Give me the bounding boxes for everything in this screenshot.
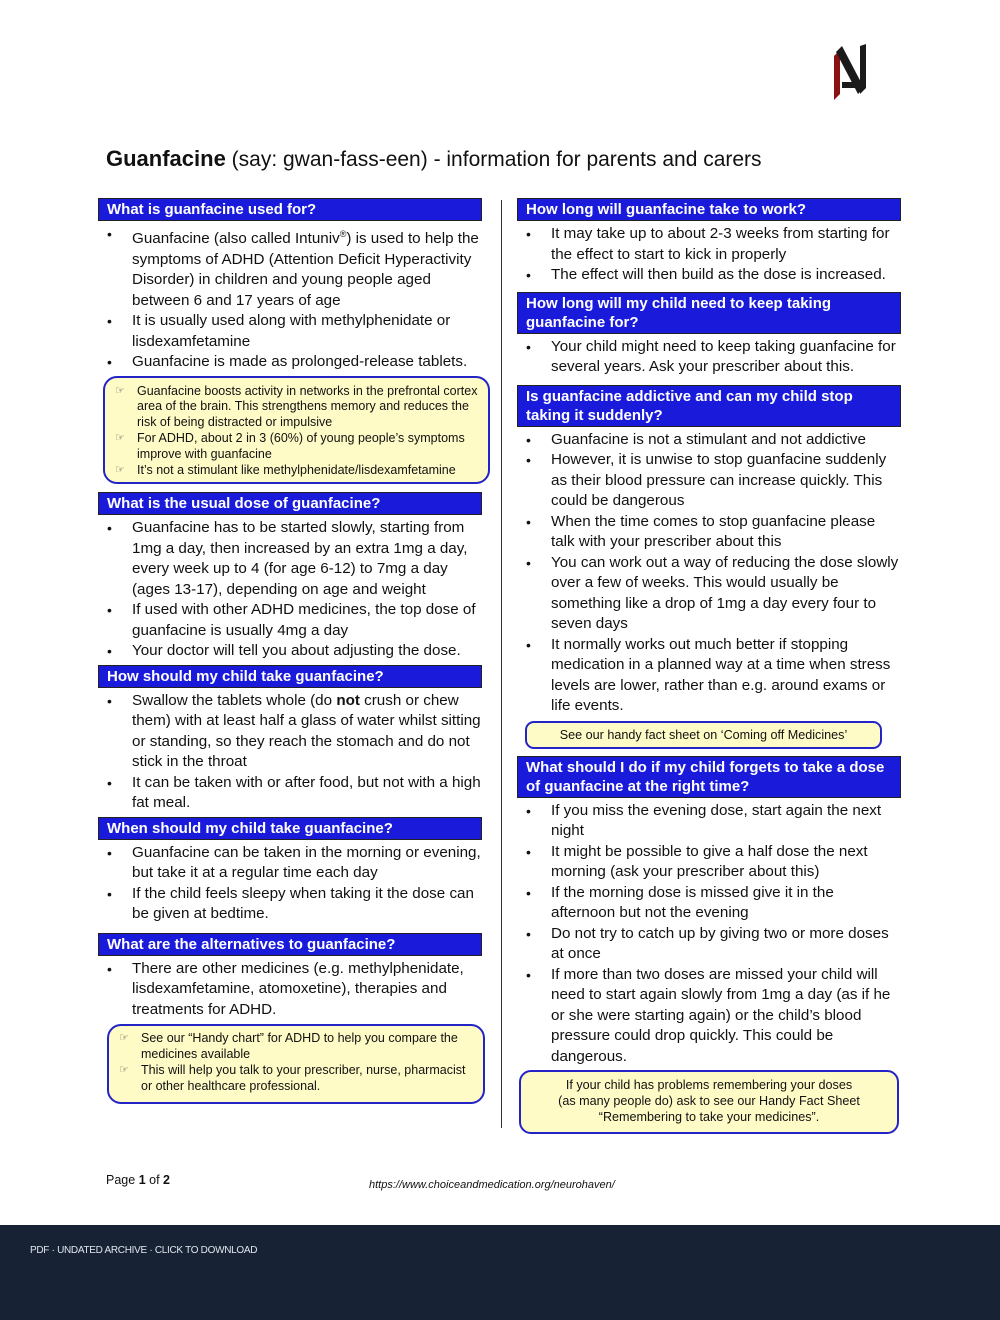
list-item: • There are other medicines (e.g. methylphenidate, lisdexamfetamine, atomoxetine), therapies and treatments for ADHD.: [98, 959, 482, 1021]
column-divider: [501, 200, 502, 1128]
list-item: • You can work out a way of reducing the dose slowly over a few of weeks. This would usually be something like a drop of 1mg a day every four to seven days: [517, 553, 901, 635]
section-heading-usual-dose: What is the usual dose of guanfacine?: [98, 492, 482, 515]
download-bar[interactable]: [0, 1225, 1000, 1320]
tip-box-mechanism: [103, 376, 490, 485]
section-heading-used-for: What is guanfacine used for?: [98, 198, 482, 221]
section-heading-how-long-keep: How long will my child need to keep taking guanfacine for?: [517, 292, 901, 334]
how-take-list: [98, 691, 482, 814]
page-number: Page 1 of 2: [106, 1173, 170, 1187]
download-bar-label[interactable]: PDF · UNDATED ARCHIVE · CLICK TO DOWNLOAD: [30, 1245, 258, 1256]
section-heading-how-take: How should my child take guanfacine?: [98, 665, 482, 688]
section-heading-forgets-dose: What should I do if my child forgets to take a dose of guanfacine at the right time?: [517, 756, 901, 798]
list-item: • It may take up to about 2-3 weeks from starting for the effect to start to kick in properly: [517, 224, 901, 265]
pointing-hand-icon: ☞: [115, 384, 125, 397]
list-item: • It is usually used along with methylphenidate or lisdexamfetamine: [98, 311, 482, 352]
section-heading-alternatives: What are the alternatives to guanfacine?: [98, 933, 482, 956]
list-item: • If more than two doses are missed your child will need to start again slowly from 1mg a day (as if he or she were starting again) or the child’s blood pressure could drop quickly. This could be dangerous.: [517, 965, 901, 1068]
list-item: • Guanfacine can be taken in the morning or evening, but take it at a regular time each day: [98, 843, 482, 884]
how-long-work-list: [517, 224, 901, 286]
addictive-list: [517, 430, 901, 717]
section-heading-how-long-work: How long will guanfacine take to work?: [517, 198, 901, 221]
tip-item: ☞ Guanfacine boosts activity in networks in the prefrontal cortex area of the brain. This strengthens memory and reduces the risk of being distracted or impulsive: [115, 383, 478, 430]
section-heading-addictive: Is guanfacine addictive and can my child stop taking it suddenly?: [517, 385, 901, 427]
source-url[interactable]: https://www.choiceandmedication.org/neurohaven/: [369, 1179, 615, 1191]
title-subtitle: (say: gwan-fass-een) - information for parents and carers: [231, 148, 762, 171]
pointing-hand-icon: ☞: [119, 1032, 129, 1045]
list-item: • Swallow the tablets whole (do not crush or chew them) with at least half a glass of water whilst sitting or standing, so they reach the stomach and do not stick in the throat: [98, 691, 482, 773]
list-item: • It normally works out much better if stopping medication in a planned way at a time when stress levels are lower, rather than e.g. around exams or life events.: [517, 635, 901, 717]
tip-item: ☞ See our “Handy chart” for ADHD to help you compare the medicines available: [119, 1031, 458, 1062]
right-column: [517, 198, 901, 1134]
how-long-keep-list: [517, 337, 901, 378]
list-item: • Guanfacine (also called Intuniv®) is used to help the symptoms of ADHD (Attention Deficit Hyperactivity Disorder) in children and young people aged between 6 and 17 years of age: [98, 224, 482, 311]
tip-box-handy-chart: [107, 1024, 485, 1103]
when-take-list: [98, 843, 482, 925]
coming-off-medicines-note: See our handy fact sheet on ‘Coming off Medicines’: [525, 721, 882, 749]
list-item: • It can be taken with or after food, but not with a high fat meal.: [98, 773, 482, 814]
list-item: • Do not try to catch up by giving two or more doses at once: [517, 924, 901, 965]
list-item: • When the time comes to stop guanfacine please talk with your prescriber about this: [517, 512, 901, 553]
list-item: • Your child might need to keep taking guanfacine for several years. Ask your prescriber about this.: [517, 337, 901, 378]
title-drug-name: Guanfacine: [106, 146, 226, 171]
neurohaven-logo-icon: [830, 44, 870, 100]
pointing-hand-icon: ☞: [115, 463, 125, 476]
pointing-hand-icon: ☞: [119, 1063, 129, 1076]
list-item: • The effect will then build as the dose is increased.: [517, 265, 901, 286]
list-item: • If the child feels sleepy when taking it the dose can be given at bedtime.: [98, 884, 482, 925]
forgets-dose-list: [517, 801, 901, 1068]
tip-item: ☞ This will help you talk to your prescriber, nurse, pharmacist or other healthcare professional.: [119, 1062, 466, 1093]
page-title: [106, 146, 762, 172]
usual-dose-list: [98, 518, 482, 662]
tip-item: ☞ It’s not a stimulant like methylphenidate/lisdexamfetamine: [115, 462, 456, 477]
pointing-hand-icon: ☞: [115, 431, 125, 444]
left-column: [98, 198, 482, 1104]
section-heading-when-take: When should my child take guanfacine?: [98, 817, 482, 840]
list-item: • It might be possible to give a half dose the next morning (ask your prescriber about this): [517, 842, 901, 883]
list-item: • Guanfacine is made as prolonged-release tablets.: [98, 352, 482, 373]
list-item: • Your doctor will tell you about adjusting the dose.: [98, 641, 482, 662]
list-item: • If the morning dose is missed give it in the afternoon but not the evening: [517, 883, 901, 924]
list-item: • If used with other ADHD medicines, the top dose of guanfacine is usually 4mg a day: [98, 600, 482, 641]
list-item: • Guanfacine has to be started slowly, starting from 1mg a day, then increased by an extra 1mg a day, every week up to 4 (for age 6-12) to 7mg a day (ages 13-17), depending on age and weight: [98, 518, 482, 600]
alternatives-list: [98, 959, 482, 1021]
list-item: • However, it is unwise to stop guanfacine suddenly as their blood pressure can increase quickly. This could be dangerous: [517, 450, 901, 512]
list-item: • Guanfacine is not a stimulant and not addictive: [517, 430, 901, 451]
list-item: • If you miss the evening dose, start again the next night: [517, 801, 901, 842]
used-for-list: [98, 224, 482, 373]
tip-item: ☞ For ADHD, about 2 in 3 (60%) of young people’s symptoms improve with guanfacine: [115, 430, 465, 461]
remembering-medicines-note: If your child has problems remembering your doses (as many people do) ask to see our Handy Fact Sheet “Remembering to take your medicines”.: [519, 1070, 899, 1134]
